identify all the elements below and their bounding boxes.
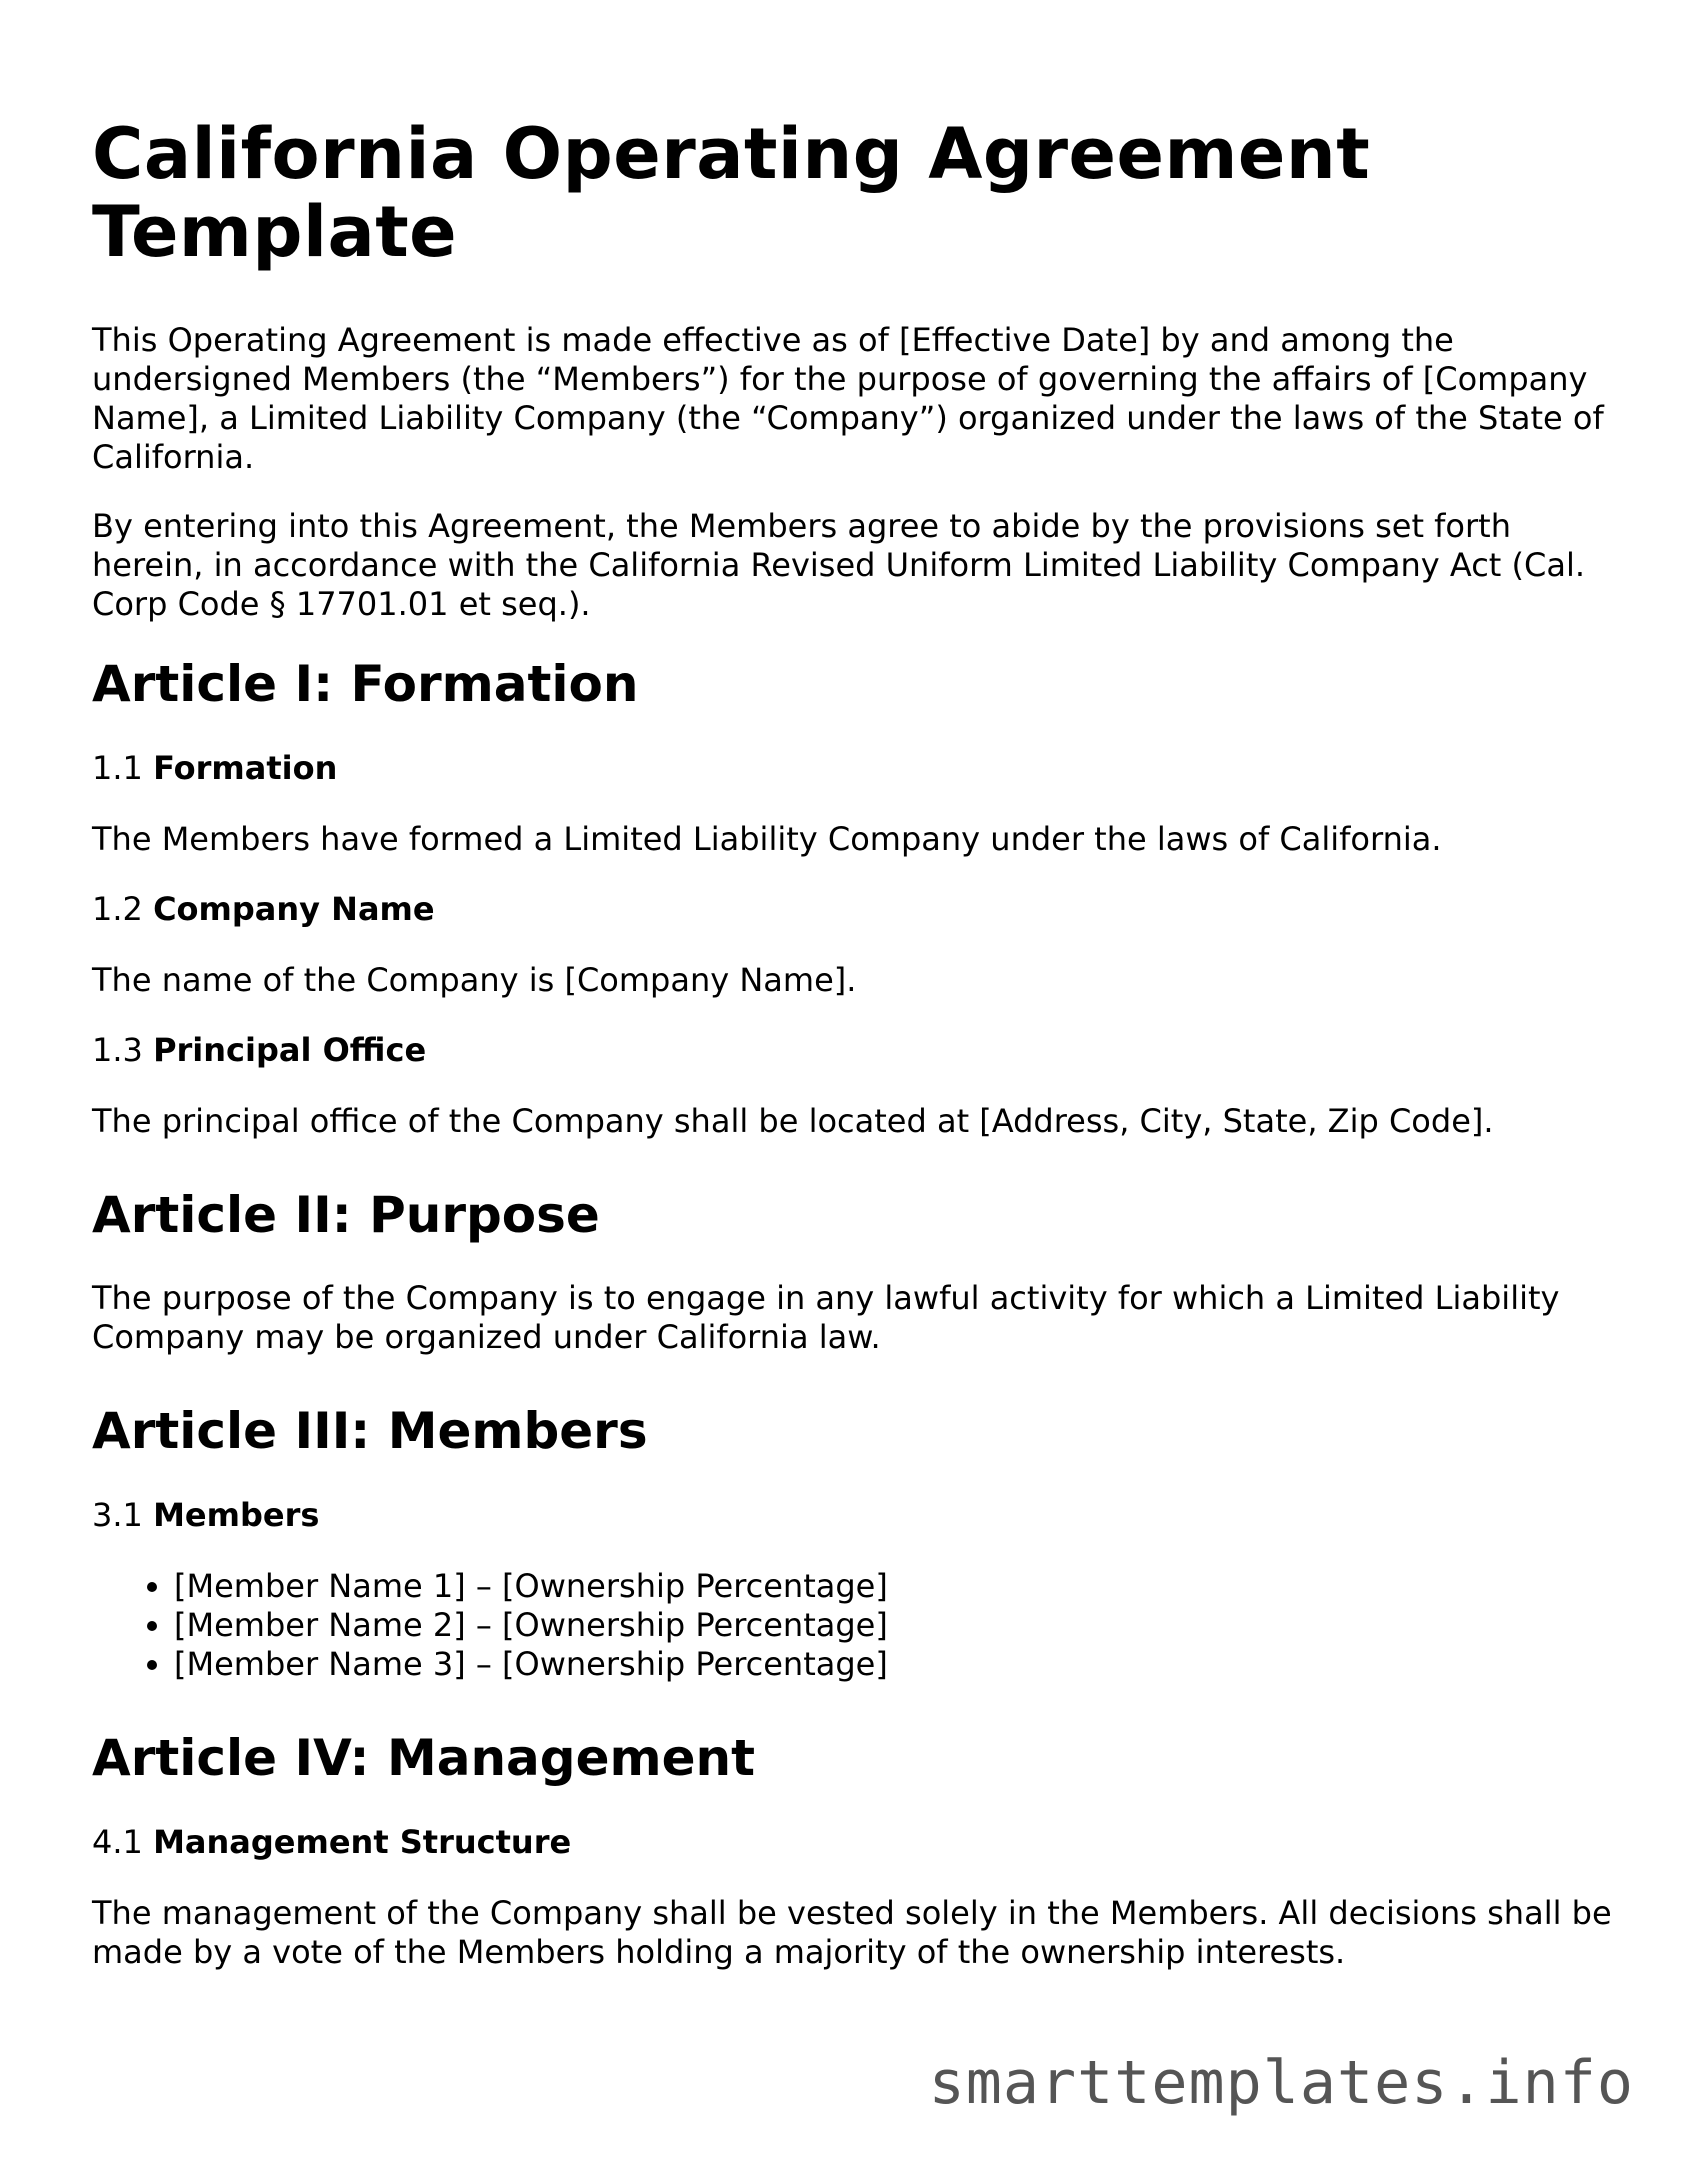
section-title: Company Name bbox=[153, 890, 435, 928]
article-heading: Article II: Purpose bbox=[92, 1186, 600, 1244]
section-title: Members bbox=[153, 1496, 320, 1534]
article-heading: Article III: Members bbox=[92, 1402, 648, 1460]
intro-paragraph: By entering into this Agreement, the Members agree to abide by the provisions set forth herein, in accordance with the California Revised Uniform Limited Liability Company Act (Cal. Corp Code § 17701.01 et seq.). bbox=[92, 507, 1586, 623]
section-number: 3.1 bbox=[92, 1496, 143, 1534]
watermark: smarttemplates.info bbox=[928, 2048, 1634, 2118]
article-text: The purpose of the Company is to engage in any lawful activity for which a Limited Liability Company may be organized under California law. bbox=[92, 1279, 1560, 1356]
section-number: 1.3 bbox=[92, 1031, 143, 1069]
list-item: • [Member Name 1] – [Ownership Percentage] bbox=[174, 1567, 1612, 1606]
list-item: • [Member Name 3] – [Ownership Percentage] bbox=[174, 1645, 1612, 1684]
list-item: • [Member Name 2] – [Ownership Percentage] bbox=[174, 1606, 1612, 1645]
members-list bbox=[92, 1567, 1612, 1684]
section-heading bbox=[92, 889, 1612, 929]
section-number: 4.1 bbox=[92, 1823, 143, 1861]
document-title: California Operating Agreement Template bbox=[92, 113, 1371, 273]
section-text: The Members have formed a Limited Liability Company under the laws of California. bbox=[92, 820, 1442, 858]
section-text: The management of the Company shall be vested solely in the Members. All decisions shall be made by a vote of the Members holding a majority of the ownership interests. bbox=[92, 1894, 1612, 1971]
section-heading bbox=[92, 1030, 1612, 1070]
section-number: 1.1 bbox=[92, 749, 143, 787]
document-page bbox=[92, 115, 1612, 2002]
article-heading: Article I: Formation bbox=[92, 655, 639, 713]
section-heading bbox=[92, 1822, 1612, 1862]
section-title: Management Structure bbox=[153, 1823, 572, 1861]
section-heading bbox=[92, 748, 1612, 788]
section-title: Principal Office bbox=[153, 1031, 427, 1069]
section-text: The principal office of the Company shall be located at [Address, City, State, Zip Code]. bbox=[92, 1102, 1494, 1140]
intro-paragraph: This Operating Agreement is made effective as of [Effective Date] by and among the undersigned Members (the “Members”) for the purpose of governing the affairs of [Company Name], a Limited Liability Company (the “Company”) organized under the laws of the State of California. bbox=[92, 321, 1604, 476]
section-number: 1.2 bbox=[92, 890, 143, 928]
section-text: The name of the Company is [Company Name]. bbox=[92, 961, 857, 999]
section-heading bbox=[92, 1495, 1612, 1535]
article-heading: Article IV: Management bbox=[92, 1729, 755, 1787]
section-title: Formation bbox=[153, 749, 338, 787]
